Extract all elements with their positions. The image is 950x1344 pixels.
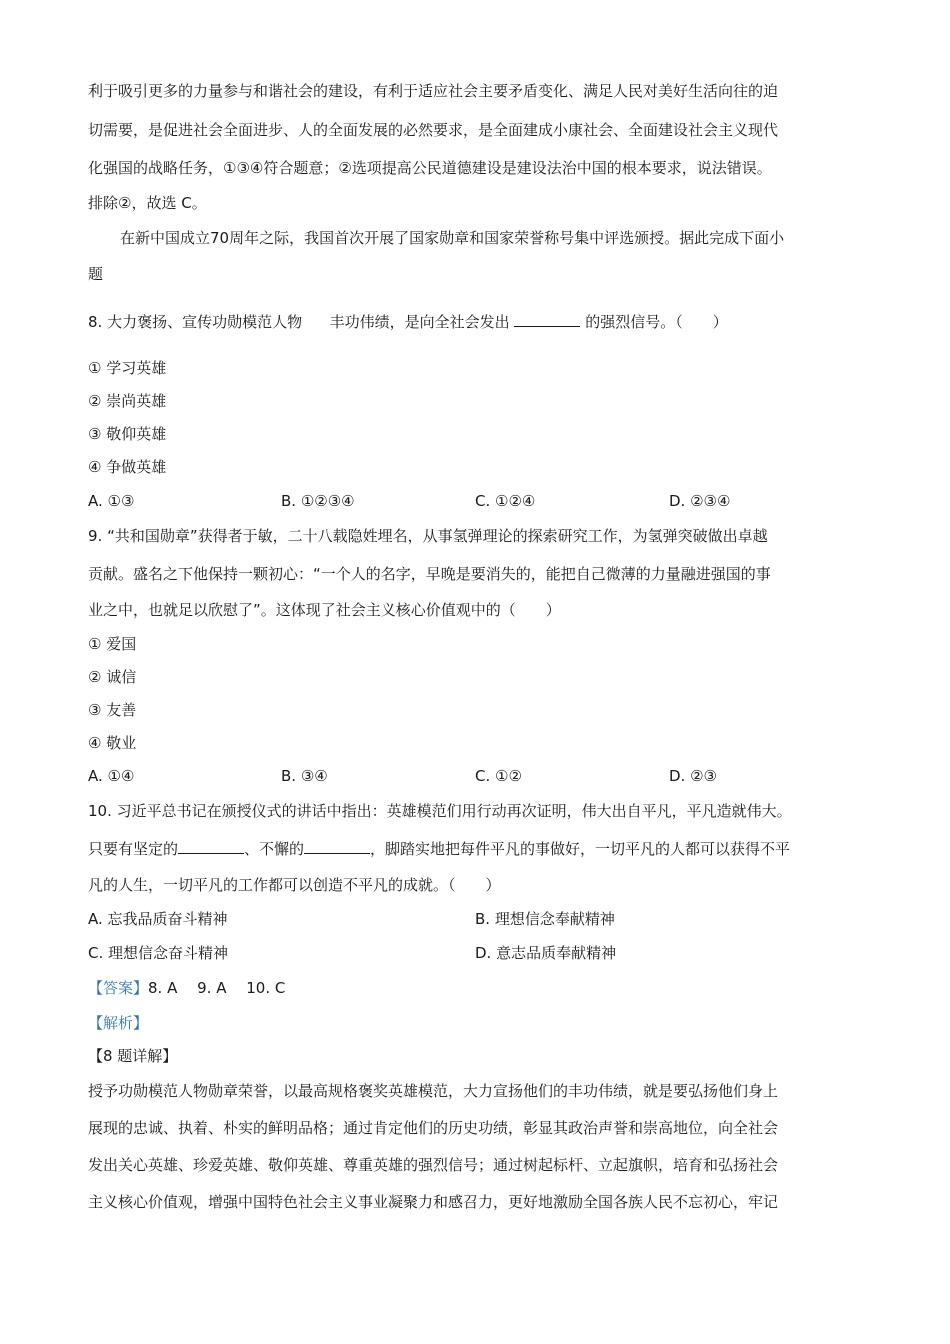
q8-option-c[interactable]: C. ①②④ (475, 492, 536, 510)
q10-option-a[interactable]: A. 忘我品质奋斗精神 (88, 910, 228, 928)
answer-text: 8. A 9. A 10. C (148, 979, 286, 997)
q9-stem-line: 业之中，也就足以欣慰了”。这体现了社会主义核心价值观中的（ ） (88, 601, 561, 619)
q10-stem-line: 凡的人生，一切平凡的工作都可以创造不平凡的成就。（ ） (88, 876, 501, 894)
q8-option-a[interactable]: A. ①③ (88, 492, 135, 510)
q10-stem-line: 10. 习近平总书记在颁授仪式的讲话中指出：英雄模范们用行动再次证明，伟大出自平凡，平凡造就伟大。 (88, 802, 792, 820)
explanation-line: 利于吸引更多的力量参与和谐社会的建设，有利于适应社会主要矛盾变化、满足人民对美好生活向往的迫 (88, 82, 779, 100)
q9-item: ③ 友善 (88, 701, 137, 719)
q8-blank (514, 312, 580, 327)
q8-item: ④ 争做英雄 (88, 458, 167, 476)
explanation-line: 切需要，是促进社会全面进步、人的全面发展的必然要求，是全面建成小康社会、全面建设社会主义现代 (88, 121, 779, 139)
q9-item: ④ 敬业 (88, 734, 137, 752)
q8-stem-after: 丰功伟绩，是向全社会发出 (329, 313, 510, 331)
q8-stem (88, 311, 728, 333)
q8-detail-line: 发出关心英雄、珍爱英雄、敬仰英雄、尊重英雄的强烈信号；通过树起标杆、立起旗帜，培育和弘扬社会 (88, 1156, 779, 1174)
q8-stem-before: 8. 大力褒扬、宣传功勋模范人物 (88, 313, 303, 331)
q8-detail-line: 主义核心价值观，增强中国特色社会主义事业凝聚力和感召力，更好地激励全国各族人民不忘初心，牢记 (88, 1193, 779, 1211)
q9-option-d[interactable]: D. ②③ (669, 767, 717, 785)
intro-line: 题 (88, 265, 104, 283)
q9-item: ① 爱国 (88, 635, 137, 653)
q8-detail-label: 【8 题详解】 (88, 1047, 178, 1065)
q8-item: ② 崇尚英雄 (88, 392, 167, 410)
q9-option-c[interactable]: C. ①② (475, 767, 522, 785)
q8-option-b[interactable]: B. ①②③④ (281, 492, 355, 510)
q8-detail-line: 授予功勋模范人物勋章荣誉，以最高规格褒奖英雄模范，大力宣扬他们的丰功伟绩，就是要弘扬他们身上 (88, 1082, 779, 1100)
q9-stem-line: 9. “共和国勋章”获得者于敏，二十八载隐姓埋名，从事氢弹理论的探索研究工作，为氢弹突破做出卓越 (88, 527, 768, 545)
explanation-line: 化强国的战略任务，①③④符合题意；②选项提高公民道德建设是建设法治中国的根本要求，说法错误。 (88, 159, 772, 177)
q10-stem-line (88, 838, 790, 860)
q10-option-c[interactable]: C. 理想信念奋斗精神 (88, 944, 229, 962)
answer-line (88, 977, 285, 999)
intro-line: 在新中国成立70周年之际，我国首次开展了国家勋章和国家荣誉称号集中评选颁授。据此完成下面小 (120, 229, 785, 247)
q10-option-b[interactable]: B. 理想信念奉献精神 (475, 910, 615, 928)
q10-blank-1 (178, 839, 244, 854)
q10-blank-2 (304, 839, 370, 854)
q10-stem-part: ，脚踏实地把每件平凡的事做好，一切平凡的人都可以获得不平 (370, 840, 791, 858)
q10-stem-part: 只要有坚定的 (88, 840, 179, 858)
q9-option-a[interactable]: A. ①④ (88, 767, 135, 785)
q10-option-d[interactable]: D. 意志品质奉献精神 (475, 944, 617, 962)
q8-item: ① 学习英雄 (88, 359, 167, 377)
q8-item: ③ 敬仰英雄 (88, 425, 167, 443)
q9-option-b[interactable]: B. ③④ (281, 767, 328, 785)
q10-stem-part: 、不懈的 (244, 840, 305, 858)
analysis-label: 【解析】 (88, 1014, 149, 1032)
q8-stem-end: 的强烈信号。（ ） (585, 313, 728, 331)
q8-detail-line: 展现的忠诚、执着、朴实的鲜明品格；通过肯定他们的历史功绩，彰显其政治声誉和崇高地位，向全社会 (88, 1119, 779, 1137)
q9-item: ② 诚信 (88, 668, 137, 686)
q8-option-d[interactable]: D. ②③④ (669, 492, 731, 510)
explanation-line: 排除②，故选 C。 (88, 194, 207, 212)
answer-label: 【答案】 (88, 979, 149, 997)
q9-stem-line: 贡献。盛名之下他保持一颗初心：“一个人的名字，早晚是要消失的，能把自己微薄的力量融进强国的事 (88, 565, 771, 583)
